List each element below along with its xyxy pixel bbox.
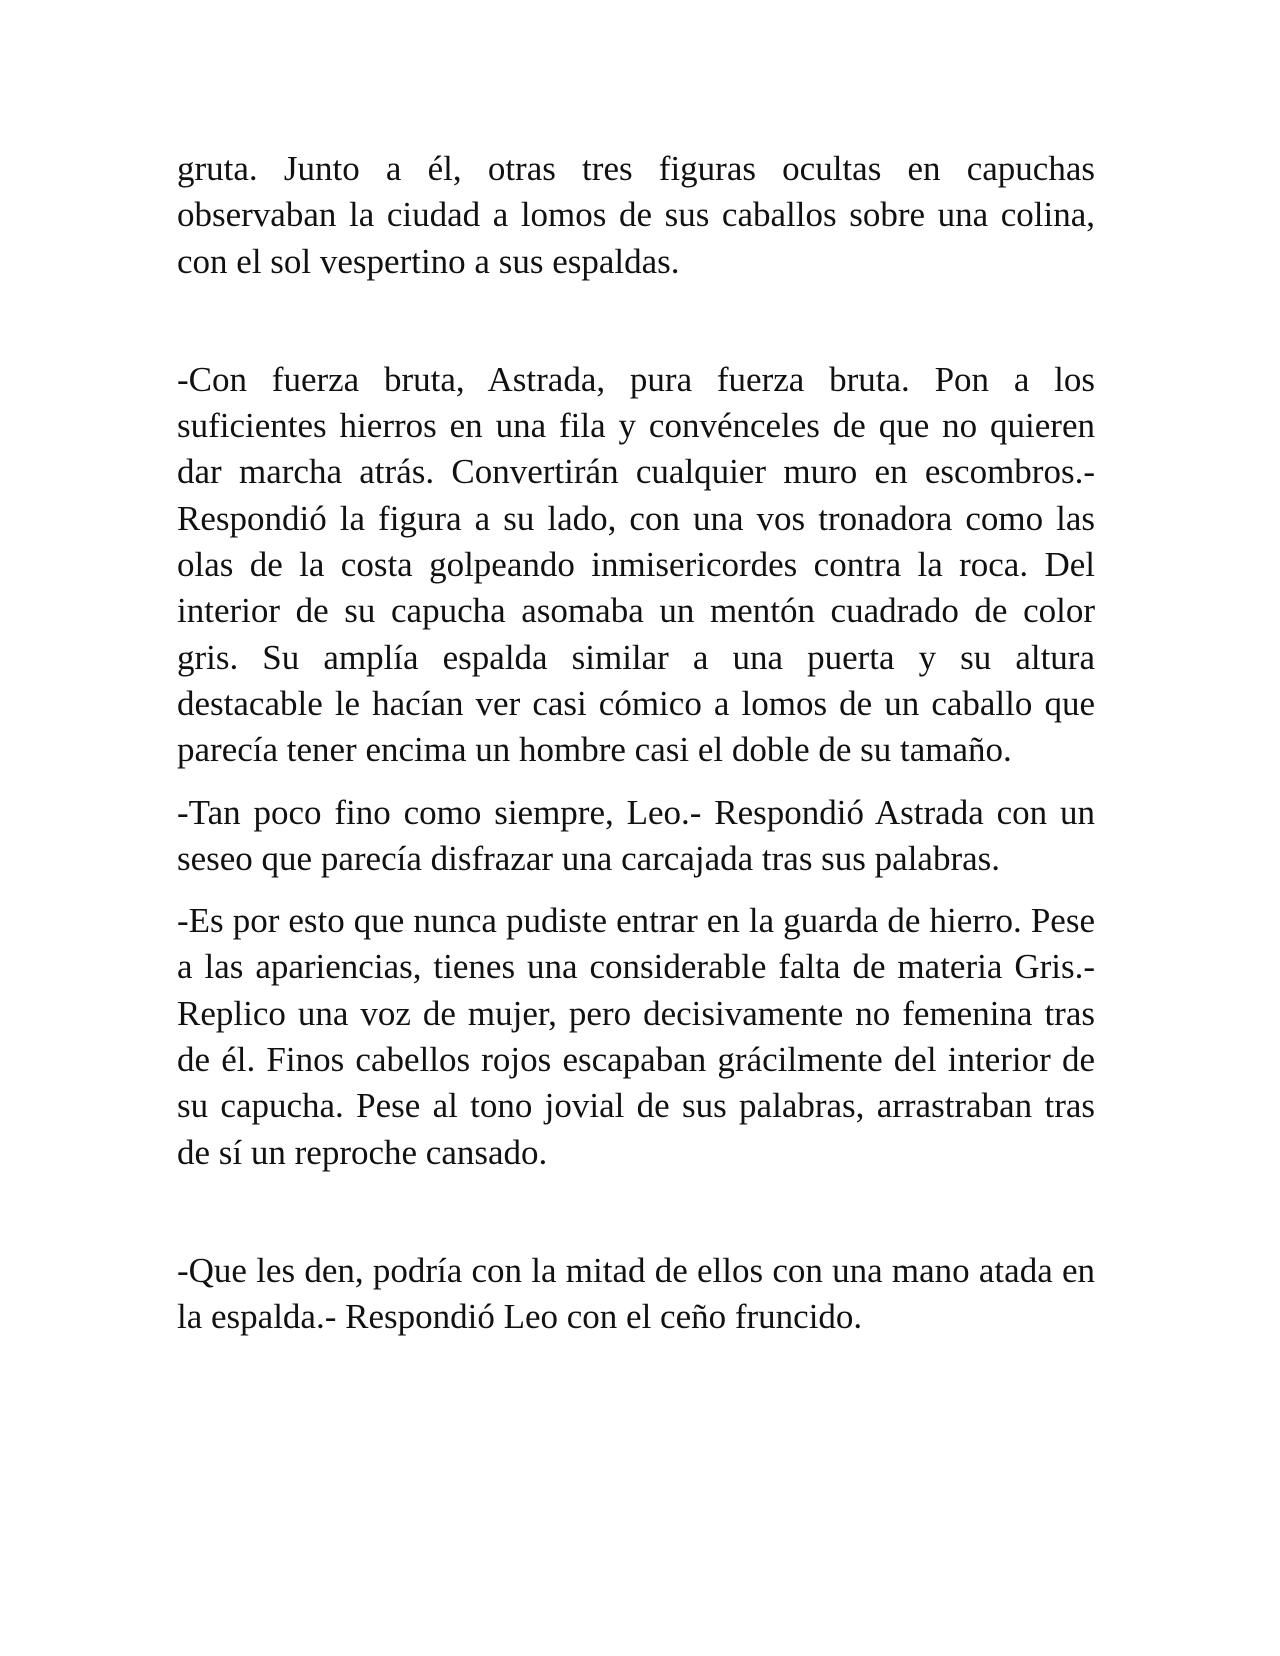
paragraph-5: -Que les den, podría con la mitad de ellos con una mano atada en la espalda.- Respondió Leo con el ceño fruncido.	[177, 1250, 1095, 1337]
paragraph-4: -Es por esto que nunca pudiste entrar en la guarda de hierro. Pese a las apariencias, tienes una considerable falta de materia Gris.- Replico una voz de mujer, pero decisivamente no femenina tras de él. Finos cabellos rojos escapaban grácilmente del interior de su capucha. Pese al tono jovial de sus palabras, arrastraban tras de sí un reproche cansado.	[177, 901, 1095, 1172]
document-page	[177, 146, 1095, 1341]
paragraph-1: gruta. Junto a él, otras tres figuras ocultas en capuchas observaban la ciudad a lomos de sus caballos sobre una colina, con el sol vespertino a sus espaldas.	[177, 149, 1095, 281]
paragraph-2: -Con fuerza bruta, Astrada, pura fuerza bruta. Pon a los suficientes hierros en una fila y convénceles de que no quieren dar marcha atrás. Convertirán cualquier muro en escombros.- Respondió la figura a su lado, con una vos tronadora como las olas de la costa golpeando inmisericordes contra la roca. Del interior de su capucha asomaba un mentón cuadrado de color gris. Su amplía espalda similar a una puerta y su altura destacable le hacían ver casi cómico a lomos de un caballo que parecía tener encima un hombre casi el doble de su tamaño.	[177, 359, 1095, 770]
paragraph-3: -Tan poco fino como siempre, Leo.- Respondió Astrada con un seseo que parecía disfrazar una carcajada tras sus palabras.	[177, 792, 1095, 878]
